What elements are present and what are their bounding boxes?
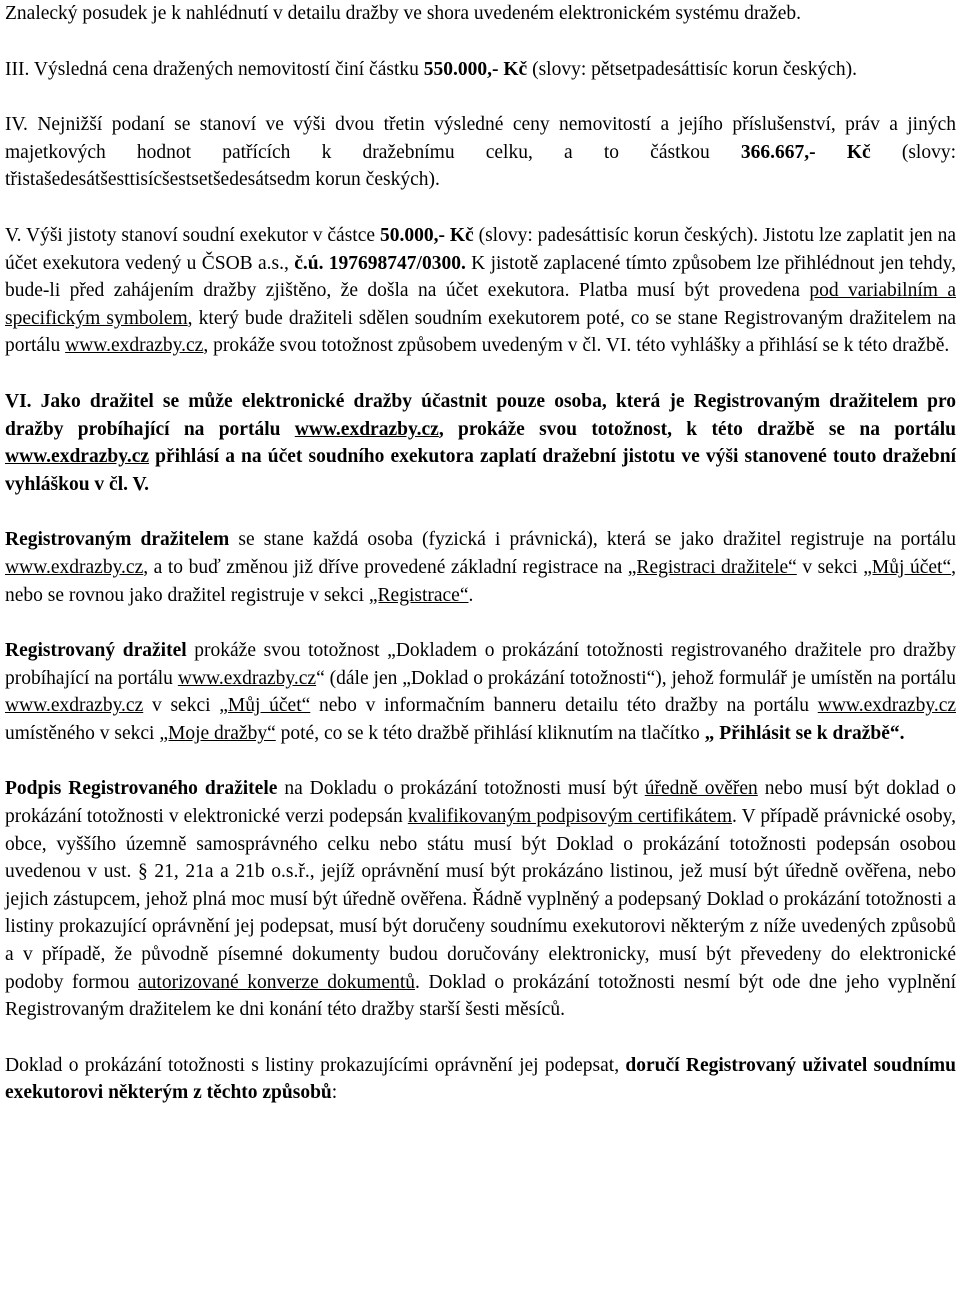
- text-run: prokáže svou totožnost „Dokladem o prokázání totožnosti registrovaného dražitele pro dražby probíhající na portálu: [5, 640, 956, 689]
- join-auction-button-label: „ Přihlásit se k dražbě“.: [704, 722, 905, 744]
- spacer: [5, 609, 956, 637]
- text-run: V. Výši jistoty stanoví soudní exekutor v částce: [5, 224, 380, 246]
- text-run: K jistotě zaplacené tímto způsobem lze přihlédnout jen tehdy, bude-li před zahájením dražby zjištěno, že došla na účet exekutora. Platba musí být provedena: [5, 252, 956, 302]
- portal-link[interactable]: www.exdrazby.cz: [5, 695, 144, 717]
- text-run: .: [468, 584, 474, 606]
- paragraph-signature: [5, 775, 956, 1023]
- text-run: v sekci: [796, 556, 864, 578]
- registration-section-link[interactable]: „Registraci dražitele“: [627, 556, 797, 578]
- qualified-certificate: kvalifikovaným podpisovým certifikátem: [407, 806, 732, 828]
- text-run: (slovy: pětsetpadesáttisíc korun českých).: [527, 58, 857, 80]
- spacer: [5, 747, 956, 775]
- text-run: , prokáže svou totožnost způsobem uvedeným v čl. VI. této vyhlášky a přihlásí se k této dražbě.: [203, 335, 950, 357]
- registration-link[interactable]: „Registrace“: [368, 584, 469, 606]
- authorized-conversion: autorizované konverze dokumentů: [138, 971, 416, 993]
- paragraph-delivery: [5, 1052, 956, 1107]
- paragraph-registered-bidder: [5, 526, 956, 609]
- officially-verified: úředně ověřen: [644, 778, 758, 800]
- text-run: se stane každá osoba (fyzická i právnická), která se jako dražitel registruje na portálu: [229, 529, 956, 551]
- portal-link[interactable]: www.exdrazby.cz: [5, 556, 144, 578]
- paragraph-iii-final-price: [5, 56, 956, 84]
- text-run: poté, co se k této dražbě přihlásí kliknutím na tlačítko: [275, 722, 705, 744]
- text-run: přihlásí a na účet soudního exekutora zaplatí dražební jistotu ve výši stanovené touto dražební vyhláškou v čl. V.: [5, 446, 956, 495]
- text-run: Doklad o prokázání totožnosti s listiny prokazujícími oprávnění jej podepsat,: [5, 1054, 626, 1076]
- lowest-bid-amount: 366.667,- Kč: [740, 141, 871, 163]
- portal-link[interactable]: www.exdrazby.cz: [5, 446, 150, 468]
- my-account-section-link[interactable]: „Můj účet“: [219, 695, 311, 717]
- expert-report-text: Znalecký posudek je k nahlédnutí v detailu dražby ve shora uvedeném elektronickém systému dražeb.: [5, 3, 801, 24]
- text-run: , a to buď změnou již dříve provedené základní registrace na: [143, 556, 628, 578]
- paragraph-iv-lowest-bid: [5, 111, 956, 194]
- spacer: [5, 360, 956, 388]
- paragraph-expert-report: [5, 0, 956, 28]
- portal-link[interactable]: www.exdrazby.cz: [177, 667, 317, 689]
- spacer: [5, 28, 956, 56]
- text-run: , prokáže svou totožnost, k této dražbě se na portálu: [438, 418, 956, 440]
- portal-link[interactable]: www.exdrazby.cz: [65, 335, 204, 357]
- term-registered-bidder: Registrovaným dražitelem: [5, 529, 230, 551]
- text-run: “ (dále jen „Doklad o prokázání totožnosti“), jehož formulář je umístěn na portálu: [316, 667, 957, 689]
- bank-account-number: č.ú. 197698747/0300.: [294, 252, 466, 274]
- term-signature: Podpis Registrovaného dražitele: [5, 778, 278, 800]
- delivery-heading: doručí Registrovaný uživatel soudnímu exekutorovi některým z těchto způsobů: [5, 1054, 956, 1104]
- spacer: [5, 83, 956, 111]
- text-run: nebo musí být doklad o prokázání totožnosti v elektronické verzi podepsán: [5, 778, 956, 828]
- text-run: na Dokladu o prokázání totožnosti musí být: [277, 778, 645, 800]
- spacer: [5, 1024, 956, 1052]
- paragraph-identity-proof: [5, 637, 956, 747]
- portal-link[interactable]: www.exdrazby.cz: [817, 695, 956, 717]
- final-price-amount: 550.000,- Kč: [423, 58, 528, 80]
- text-run: v sekci: [143, 695, 220, 717]
- term-registered-bidder: Registrovaný dražitel: [5, 640, 187, 662]
- text-run: (slovy: třistašedesátšesttisícšestsetšedesátsedm korun českých).: [5, 141, 956, 191]
- paragraph-vi-bidder: [5, 388, 956, 498]
- text-run: nebo v informačním banneru detailu této dražby na portálu: [310, 695, 818, 717]
- text-run: . V případě právnické osoby, obce, vyššího územně samosprávného celku nebo státu musí být Doklad o prokázání totožnosti podepsán osobou uvedenou v ust. § 21, 21a a 21b o.s.ř., jejíž oprávnění musí být prokázáno listinou, jež musí být úředně ověřena, nebo jejich zástupcem, jehož plná moc musí být úředně ověřena. Řádně vyplněný a podepsaný Doklad o prokázání totožnosti a listiny prokazující oprávnění jej podepsat, musí být doručeny soudnímu exekutorovi některým z níže uvedených způsobů a v případě, že původně písemné dokumenty budou doručovány elektronicky, musí být převedeny do elektronické podoby formou: [5, 806, 956, 993]
- text-run: (slovy: padesáttisíc korun českých). Jistotu lze zaplatit jen na účet exekutora vedený u ČSOB a.s.,: [5, 224, 956, 274]
- text-run: III. Výsledná cena dražených nemovitostí činí částku: [5, 58, 424, 80]
- text-run: . Doklad o prokázání totožnosti nesmí být ode dne jeho vyplnění Registrovaným dražitelem ke dni konání této dražby starší šesti měsíců.: [5, 971, 956, 1021]
- text-run: , který bude dražiteli sdělen soudním exekutorem poté, co se stane Registrovaným dražitelem na portálu: [5, 307, 956, 357]
- text-run: , nebo se rovnou jako dražitel registruje v sekci: [5, 556, 956, 606]
- variable-symbol-note: pod variabilním a specifickým symbolem: [5, 280, 956, 329]
- my-account-section-link[interactable]: „Můj účet“: [863, 556, 952, 578]
- text-run: umístěného v sekci: [5, 722, 160, 744]
- text-run: IV. Nejnižší podaní se stanoví ve výši dvou třetin výsledné ceny nemovitostí a jejího příslušenství, práv a jiných majetkových hodnot patřících k dražebnímu celku, a to částkou: [5, 114, 956, 163]
- text-run: :: [331, 1082, 338, 1104]
- spacer: [5, 194, 956, 222]
- spacer: [5, 498, 956, 526]
- deposit-amount: 50.000,- Kč: [379, 224, 474, 246]
- text-run: VI. Jako dražitel se může elektronické dražby účastnit pouze osoba, která je Registrovaným dražitelem pro dražby probíhající na portálu: [5, 390, 956, 440]
- portal-link[interactable]: www.exdrazby.cz: [294, 418, 439, 440]
- my-auctions-section-link[interactable]: „Moje dražby“: [159, 722, 276, 744]
- paragraph-v-deposit: [5, 222, 956, 360]
